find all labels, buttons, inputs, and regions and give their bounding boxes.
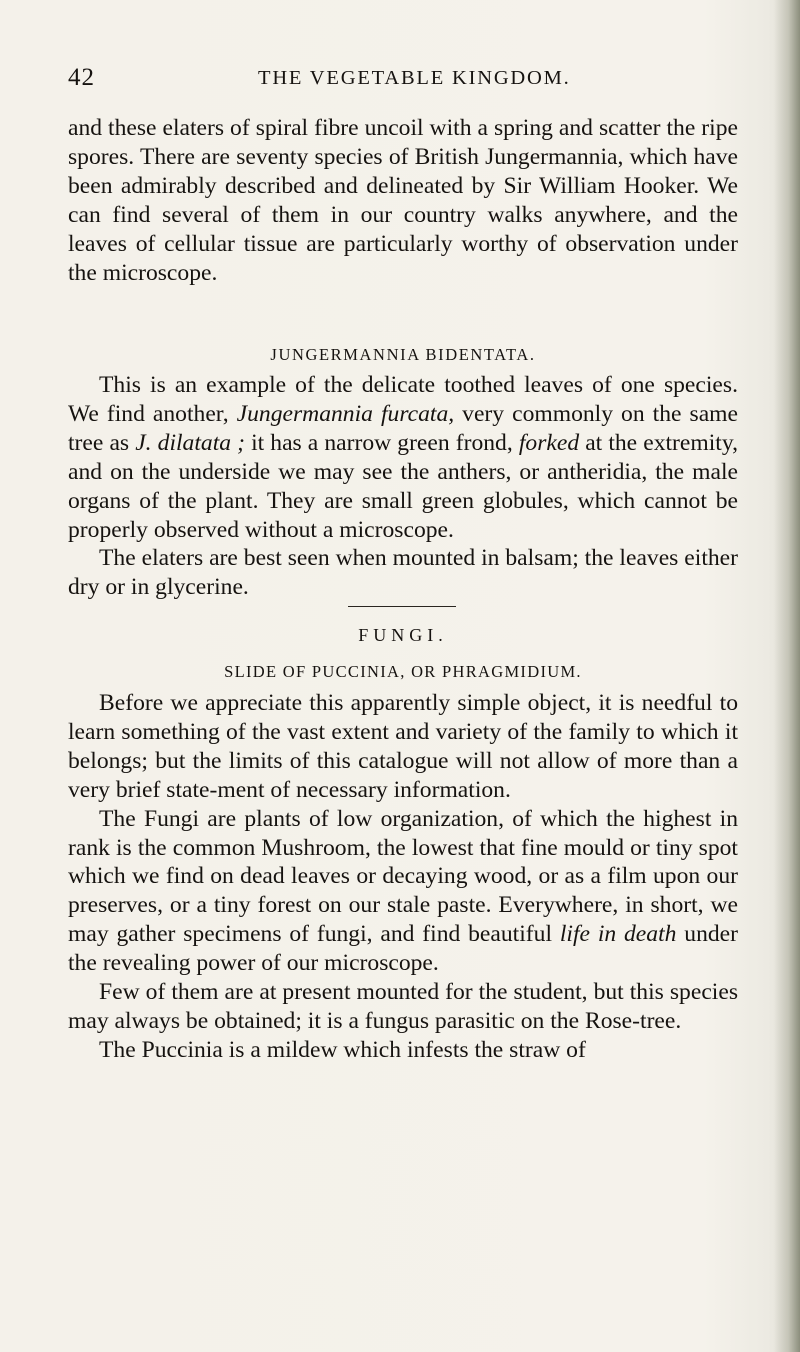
page-header bbox=[68, 64, 738, 94]
text-run: at the extremity, and on the underside we may see the anthers, or antheridia, the male organs of the plant. They are small green globules, which cannot be properly observed without a microscope. bbox=[68, 429, 739, 543]
jungermannia-section bbox=[68, 371, 738, 602]
italic-word: forked bbox=[518, 429, 580, 456]
section-heading-jungermannia: JUNGERMANNIA BIDENTATA. bbox=[270, 345, 536, 364]
subheading-slide: SLIDE OF PUCCINIA, OR PHRAGMIDIUM. bbox=[224, 662, 582, 681]
text-run: very commonly on the same tree as bbox=[68, 400, 738, 456]
fungi-paragraph-2 bbox=[68, 805, 738, 978]
jungermannia-paragraph-1 bbox=[68, 371, 738, 544]
italic-phrase: life in death bbox=[559, 921, 677, 948]
intro-paragraph: and these elaters of spiral fibre uncoil with a spring and scatter the ripe spores. There are seventy species of British Jungermannia, which have been admirably described and delineated by Sir William Hooker. We can find several of them in our country walks anywhere, and the leaves of cellular tissue are particularly worthy of observation under the microscope. bbox=[68, 115, 738, 286]
text-run: it has a narrow green frond, bbox=[245, 429, 519, 456]
intro-section bbox=[68, 114, 738, 287]
jungermannia-paragraph-2: The elaters are best seen when mounted in balsam; the leaves either dry or in glycerine. bbox=[68, 545, 738, 601]
running-head: THE VEGETABLE KINGDOM. bbox=[258, 67, 571, 89]
italic-species-name: Jungermannia furcata, bbox=[236, 400, 455, 427]
italic-species-name: J. dilatata ; bbox=[135, 429, 245, 456]
fungi-paragraph-3: Few of them are at present mounted for the student, but this species may always be obtained; it is a fungus parasitic on the Rose-tree. bbox=[68, 979, 738, 1034]
page-number: 42 bbox=[68, 64, 95, 91]
fungi-paragraph-4: The Puccinia is a mildew which infests the straw of bbox=[99, 1036, 586, 1063]
text-run: The Fungi are plants of low organization, of which the highest in rank is the common Mushroom, the lowest that fine mould or tiny spot which we find on dead leaves or decaying wood, or as a film upon our preserves, or a tiny forest on our stale paste. Everywhere, in short, we may gather specimens of fungi, and find beautiful bbox=[68, 805, 738, 948]
fungi-paragraph-1: Before we appreciate this apparently simple object, it is needful to learn something of the vast extent and variety of the family to which it belongs; but the limits of this catalogue will not allow of more than a very brief state-ment of necessary information. bbox=[68, 690, 738, 803]
page-edge-shadow bbox=[774, 0, 800, 1352]
text-run: This is an example of the delicate toothed leaves of one species. We find another, bbox=[68, 372, 738, 427]
section-divider bbox=[348, 606, 456, 607]
section-heading-fungi: FUNGI. bbox=[358, 625, 448, 645]
text-run: under the revealing power of our microscope. bbox=[68, 921, 738, 977]
fungi-section bbox=[68, 689, 738, 1065]
